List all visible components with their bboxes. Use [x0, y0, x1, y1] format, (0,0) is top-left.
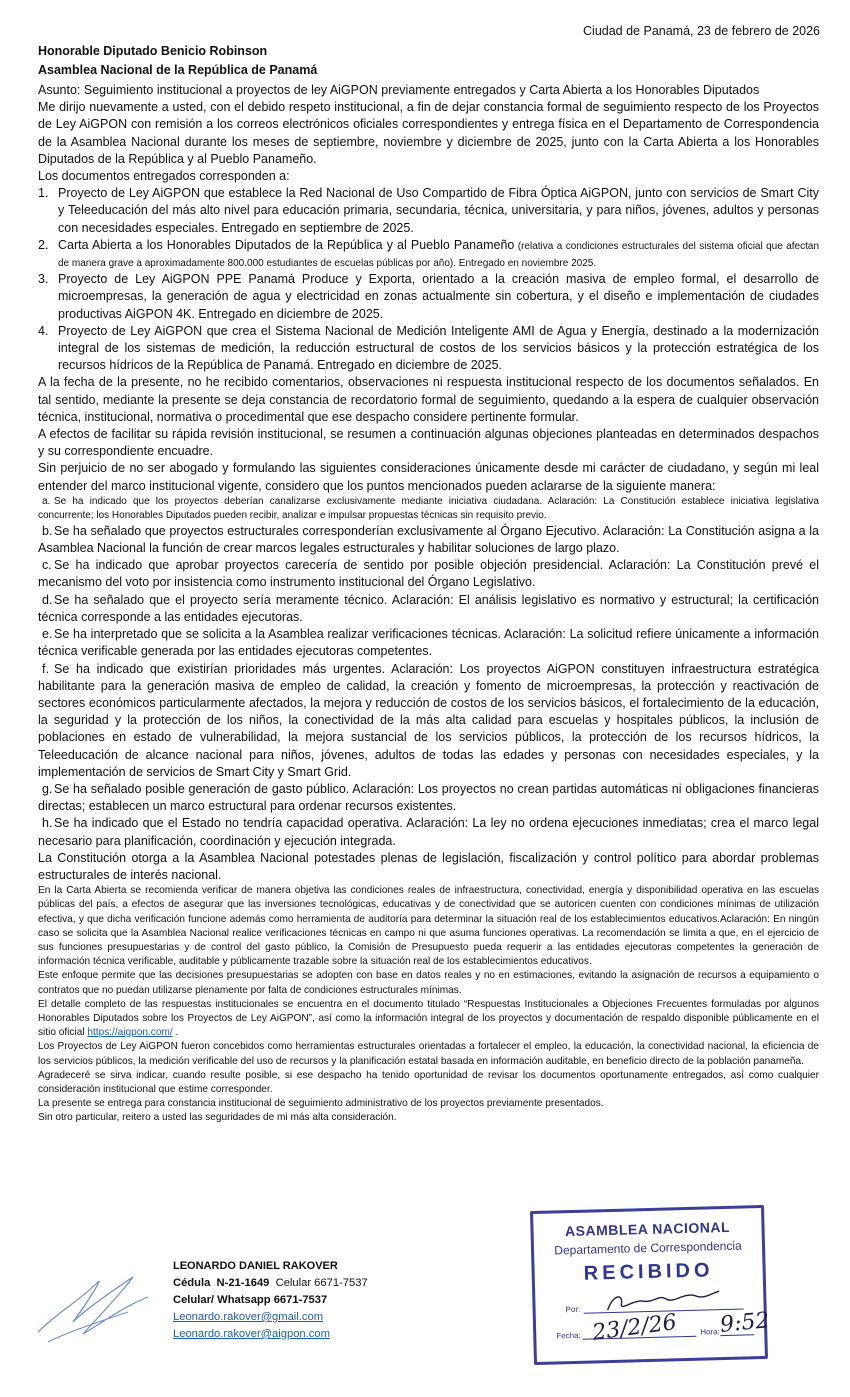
objection-item: g. Se ha señalado posible generación de gasto público. Aclaración: Los proyectos no crean partidas automáticas ni obligaciones financieras directas; establecen un marco estructural para ordenar recursos existentes.: [38, 781, 819, 814]
no-response-paragraph: A la fecha de la presente, no he recibido comentarios, observaciones ni respuesta institucional respecto de los documentos señalados. En tal sentido, mediante la presente se deja constancia de recordatorio formal de seguimiento, quedando a la espera de cualquier observación técnica, institucional, normativa o procedimental que ese despacho considere pertinente formular.: [38, 375, 819, 424]
list-item: 2. Carta Abierta a los Honorables Diputados de la República y al Pueblo Panameño (relativa a condiciones estructurales del sistema oficial que afectan de manera grave a aproximadamente 800.000 estudiantes de escuelas públicas por año). Entregado en noviembre 2025.: [38, 237, 820, 270]
delivery-paragraph: La presente se entrega para constancia institucional de seguimiento administrativo de los proyectos previamente presentados.: [38, 1098, 604, 1110]
sender-name: LEONARDO DANIEL RAKOVER: [173, 1260, 338, 1272]
letter-body: [38, 82, 819, 1126]
list-item: 4. Proyecto de Ley AiGPON que crea el Sistema Nacional de Medición Inteligente AMI de Agua y Energía, destinado a la modernización integral de los sistemas de medición, la reducción estructural de costos de los servicios básicos y la protección estratégica de los recursos hídricos de la República de Panamá. Entregado en diciembre de 2025.: [38, 323, 819, 373]
sender-whatsapp: Celular/ Whatsapp 6671-7537: [173, 1294, 328, 1306]
addressee-institution: Asamblea Nacional de la República de Panamá: [38, 63, 318, 77]
stamp-date-handwritten: 23/2/26: [590, 1309, 679, 1346]
stamp-received: RECIBIDO: [583, 1259, 714, 1285]
closing-paragraph: Sin otro particular, reitero a usted las seguridades de mi más alta consideración.: [38, 1112, 397, 1124]
thanks-paragraph: Agradeceré se sirva indicar, cuando resulte posible, si ese despacho ha tenido oportunidad de revisar los documentos oportunamente entregados, así como cualquier consideración institucional que estime corresponder.: [38, 1069, 819, 1095]
stamp-por-label: Por:: [565, 1304, 581, 1315]
tools-paragraph: Los Proyectos de Ley AiGPON fueron concebidos como herramientas estructurales orientadas a fortalecer el empleo, la educación, la conectividad nacional, la eficiencia de los servicios públicos, la medición verificable del uso de recursos y la planificación estatal basada en información auditable, en beneficio directo de la población panameña.: [38, 1041, 819, 1067]
objection-item: c. Se ha indicado que aprobar proyectos carecería de sentido por posible objeción presidencial. Aclaración: La Constitución prevé el mecanismo del voto por insistencia como instrumento institucional del Órgano Legislativo.: [38, 558, 819, 590]
intro-paragraph: Me dirijo nuevamente a usted, con el debido respeto institucional, a fin de dejar constancia formal de seguimiento respecto de los Proyectos de Ley AiGPON con remisión a los correos electrónicos oficiales correspondientes y entrega física en el Departamento de Correspondencia de la Asamblea Nacional durante los meses de septiembre, noviembre y diciembre de 2025, junto con la Carta Abierta a los Honorables Diputados de la República y al Pueblo Panameño.: [38, 100, 819, 166]
documents-list: [38, 185, 819, 374]
objection-item: d. Se ha señalado que el proyecto sería meramente técnico. Aclaración: El análisis legislativo es normativo y estructural; la certificación técnica corresponde a las entidades ejecutoras.: [38, 592, 819, 624]
addressee-block: [38, 42, 317, 80]
summary-paragraph: A efectos de facilitar su rápida revisión institucional, se resumen a continuación algunas objeciones planteadas en determinados despachos y su correspondiente encuadre.: [38, 427, 819, 459]
addressee-name: Honorable Diputado Benicio Robinson: [38, 44, 268, 58]
handwritten-signature: [28, 1262, 158, 1352]
aigpon-website-link[interactable]: https://aigpon.com/: [87, 1027, 173, 1039]
letter-date: Ciudad de Panamá, 23 de febrero de 2026: [583, 24, 820, 38]
stamp-department: Departamento de Correspondencia: [554, 1238, 742, 1258]
stamp-hora-label: Hora:: [700, 1327, 720, 1337]
sender-email-gmail[interactable]: Leonardo.rakover@gmail.com: [173, 1311, 324, 1323]
constitution-paragraph: La Constitución otorga a la Asamblea Nacional potestades plenas de legislación, fiscalización y control político para abordar problemas estructurales de interés nacional.: [38, 850, 819, 882]
approach-paragraph: Este enfoque permite que las decisiones presupuestarias se adopten con base en datos reales y no en estimaciones, evitando la asignación de recursos a equipamiento o contratos que no puedan utilizarse plenamente por falta de condiciones estructurales mínimas.: [38, 970, 819, 996]
stamp-time-handwritten: 9:52: [718, 1308, 771, 1338]
stamp-title: ASAMBLEA NACIONAL: [564, 1218, 731, 1240]
objection-item: b. Se ha señalado que proyectos estructurales corresponderían exclusivamente al Órgano Ejecutivo. Aclaración: La Constitución asigna a la Asamblea Nacional la función de crear marcos legales estructurales y habilitar soluciones de largo plazo.: [38, 523, 819, 556]
subject-line: Asunto: Seguimiento institucional a proyectos de ley AiGPON previamente entregados y Carta Abierta a los Honorables Diputados: [38, 83, 760, 97]
stamp-fecha-label: Fecha:: [556, 1330, 581, 1341]
detail-paragraph: El detalle completo de las respuestas institucionales se encuentra en el documento titulado “Respuestas Institucionales a Objeciones Frecuentes formuladas por algunos Honorables Diputados sobre los Proyectos de Ley AiGPON”, así como la información integral de los proyectos y documentación de respaldo disponible públicamente en el sitio oficial https://aigpon.com/ .: [38, 998, 819, 1039]
list-item: 1. Proyecto de Ley AiGPON que establece la Red Nacional de Uso Compartido de Fibra Óptica AiGPON, junto con servicios de Smart City y Teleeducación del más alto nivel para educación primaria, secundaria, técnica, universitaria, y para niños, jóvenes, adultos y personas con necesidades especiales. Entregado en septiembre de 2025.: [38, 186, 819, 235]
sender-block: [173, 1258, 368, 1343]
disclaimer-paragraph: Sin perjuicio de no ser abogado y formulando las siguientes consideraciones únicamente desde mi carácter de ciudadano, y según mi leal entender del marco institucional vigente, considero que los puntos mencionados pueden aclararse de la siguiente manera:: [38, 461, 819, 493]
open-letter-paragraph: En la Carta Abierta se recomienda verificar de manera objetiva las condiciones reales de infraestructura, conectividad, energía y disponibilidad operativa en las escuelas públicas del país, a efectos de asegurar que las inversiones tecnológicas, educativas y de conectividad que se autoricen cuenten con condiciones mínimas de utilización efectiva, y que dicha verificación funcione además como herramienta de auditoría para determinar la situación real de los establecimientos educativos.Aclaración: En ningún caso se solicita que la Asamblea Nacional realice verificaciones técnicas en campo ni que asuma funciones operativas. La recomendación se limita a que, en el ejercicio de sus funciones presupuestarias y de control del gasto público, la Comisión de Presupuesto pueda requerir a las entidades ejecutoras competentes la generación de información técnica verificable, auditable y públicamente trazable sobre la situación real de los establecimientos educativos.: [38, 885, 819, 968]
list-item: 3. Proyecto de Ley AiGPON PPE Panamá Produce y Exporta, orientado a la creación masiva de empleo formal, el desarrollo de microempresas, la generación de agua y electricidad en zonas actualmente sin cobertura, y el diseño e implementación de ciudades productivas AiGPON 4K. Entregado en diciembre de 2025.: [38, 272, 819, 321]
docs-intro: Los documentos entregados corresponden a:: [38, 169, 290, 184]
objection-item: e. Se ha interpretado que se solicita a la Asamblea realizar verificaciones técnicas. Aclaración: La solicitud refiere únicamente a información técnica verificable generada por las entidades ejecutoras competentes.: [38, 627, 819, 659]
objection-item: a. Se ha indicado que los proyectos deberían canalizarse exclusivamente mediante iniciativa ciudadana. Aclaración: La Constitución establece iniciativa legislativa concurrente; los Honorables Diputados pueden recibir, analizar e impulsar propuestas técnicas sin requisito previo.: [38, 495, 819, 521]
objection-item: h. Se ha indicado que el Estado no tendría capacidad operativa. Aclaración: La ley no ordena ejecuciones inmediatas; crea el marco legal necesario para planificación, coordinación y ejecución integrada.: [38, 816, 819, 848]
sender-email-aigpon[interactable]: Leonardo.rakover@aigpon.com: [173, 1328, 330, 1340]
received-stamp: [530, 1205, 771, 1365]
sender-id-line: Cédula N-21-1649 Celular 6671-7537: [173, 1277, 368, 1289]
objection-item: f. Se ha indicado que existirían prioridades más urgentes. Aclaración: Los proyectos AiGPON constituyen infraestructura estratégica habilitante para la generación masiva de empleo de calidad, la creación y fomento de microempresas, la protección y reactivación de sectores económicos particularmente afectados, la mejora y reducción de costos de los servicios básicos, el fortalecimiento de la educación, la seguridad y la protección de los niños, la conectividad de la más alta calidad para escuelas y hospitales públicos, la inclusión de poblaciones en estado de vulnerabilidad, la mejora sustancial de los servicios públicos, la protección de los recursos hídricos, la Teleeducación de alcance nacional para niños, jóvenes, adultos de todas las edades y personas con necesidades especiales, y la implementación de servicios de Smart City y Smart Grid.: [38, 661, 819, 779]
